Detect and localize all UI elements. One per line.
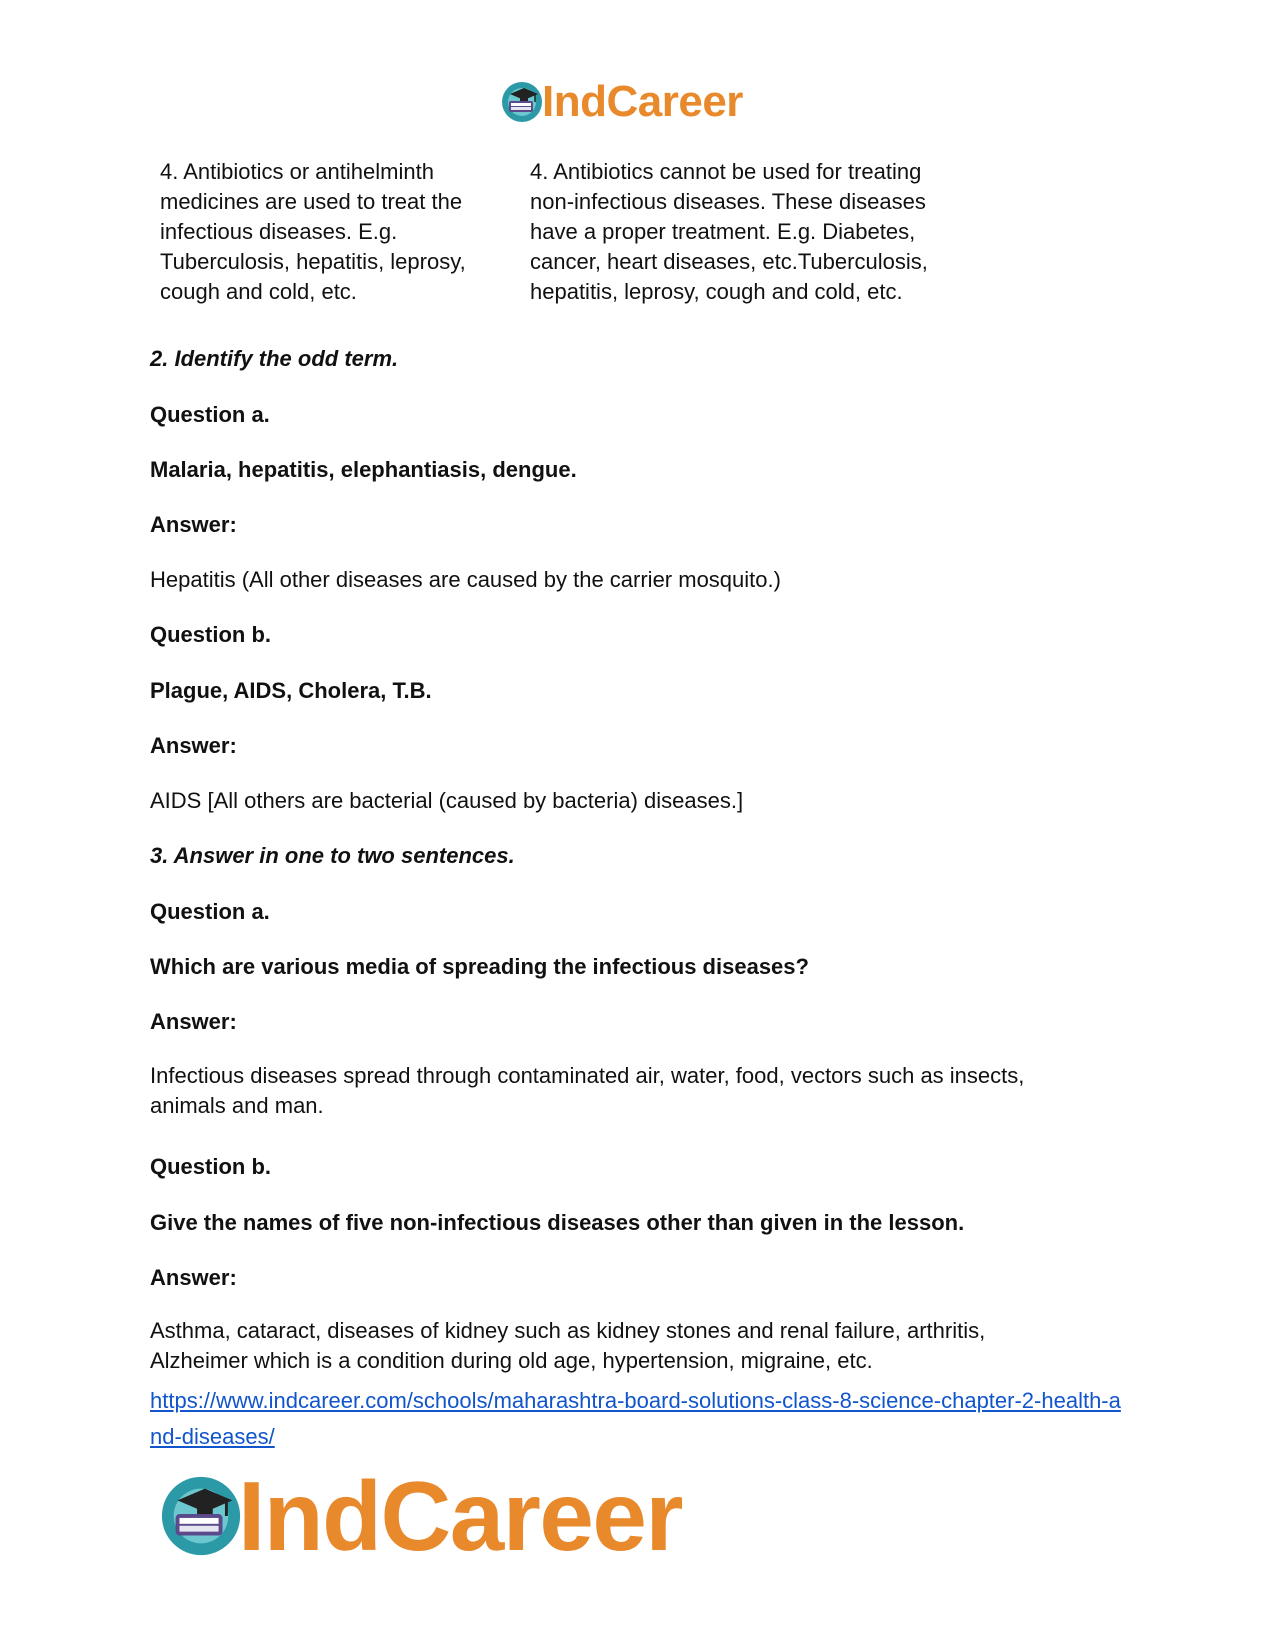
section-3-question-a-text: Which are various media of spreading the infectious diseases? xyxy=(150,954,809,979)
section-2-answer-a-text: Hepatitis (All other diseases are caused by the carrier mosquito.) xyxy=(150,567,781,592)
section-3-answer-a-text: Infectious diseases spread through contaminated air, water, food, vectors such as insects, animals and man. xyxy=(150,1063,1025,1118)
section-2-question-a-label: Question a. xyxy=(150,402,270,427)
section-3-heading: 3. Answer in one to two sentences. xyxy=(150,843,515,868)
section-3-answer-a-label: Answer: xyxy=(150,1009,237,1034)
section-2-question-b-label: Question b. xyxy=(150,622,271,647)
section-2-answer-b-label: Answer: xyxy=(150,733,237,758)
section-2-answer-a-label: Answer: xyxy=(150,512,237,537)
header-logo xyxy=(500,76,743,128)
section-2-heading: 2. Identify the odd term. xyxy=(150,346,399,371)
graduation-cap-book-icon xyxy=(158,1473,244,1559)
footer-logo xyxy=(158,1461,683,1571)
section-3-answer-b-label: Answer: xyxy=(150,1265,237,1290)
section-3-question-b-label: Question b. xyxy=(150,1154,271,1179)
section-3-question-a-label: Question a. xyxy=(150,899,270,924)
logo-text: IndCareer xyxy=(542,77,743,126)
section-3-answer-b-text: Asthma, cataract, diseases of kidney such as kidney stones and renal failure, arthritis, Alzheimer which is a condition during old age, hypertension, migraine, etc. xyxy=(150,1318,986,1373)
comparison-right-cell: 4. Antibiotics cannot be used for treating non-infectious diseases. These diseases have a proper treatment. E.g. Diabetes, cancer, heart diseases, etc.Tuberculosis, hepatitis, leprosy, cough and cold, etc. xyxy=(530,159,928,304)
logo-text: IndCareer xyxy=(238,1461,683,1571)
section-2-question-a-text: Malaria, hepatitis, elephantiasis, dengue. xyxy=(150,457,577,482)
comparison-left-cell: 4. Antibiotics or antihelminth medicines are used to treat the infectious diseases. E.g. Tuberculosis, hepatitis, leprosy, cough and cold, etc. xyxy=(160,159,466,304)
section-2-question-b-text: Plague, AIDS, Cholera, T.B. xyxy=(150,678,432,703)
section-3-question-b-text: Give the names of five non-infectious diseases other than given in the lesson. xyxy=(150,1210,965,1235)
section-2-answer-b-text: AIDS [All others are bacterial (caused by bacteria) diseases.] xyxy=(150,788,744,813)
graduation-cap-book-icon xyxy=(500,80,544,124)
source-url-link[interactable]: https://www.indcareer.com/schools/maharashtra-board-solutions-class-8-science-chapter-2-health-and-diseases/ xyxy=(150,1388,1121,1449)
